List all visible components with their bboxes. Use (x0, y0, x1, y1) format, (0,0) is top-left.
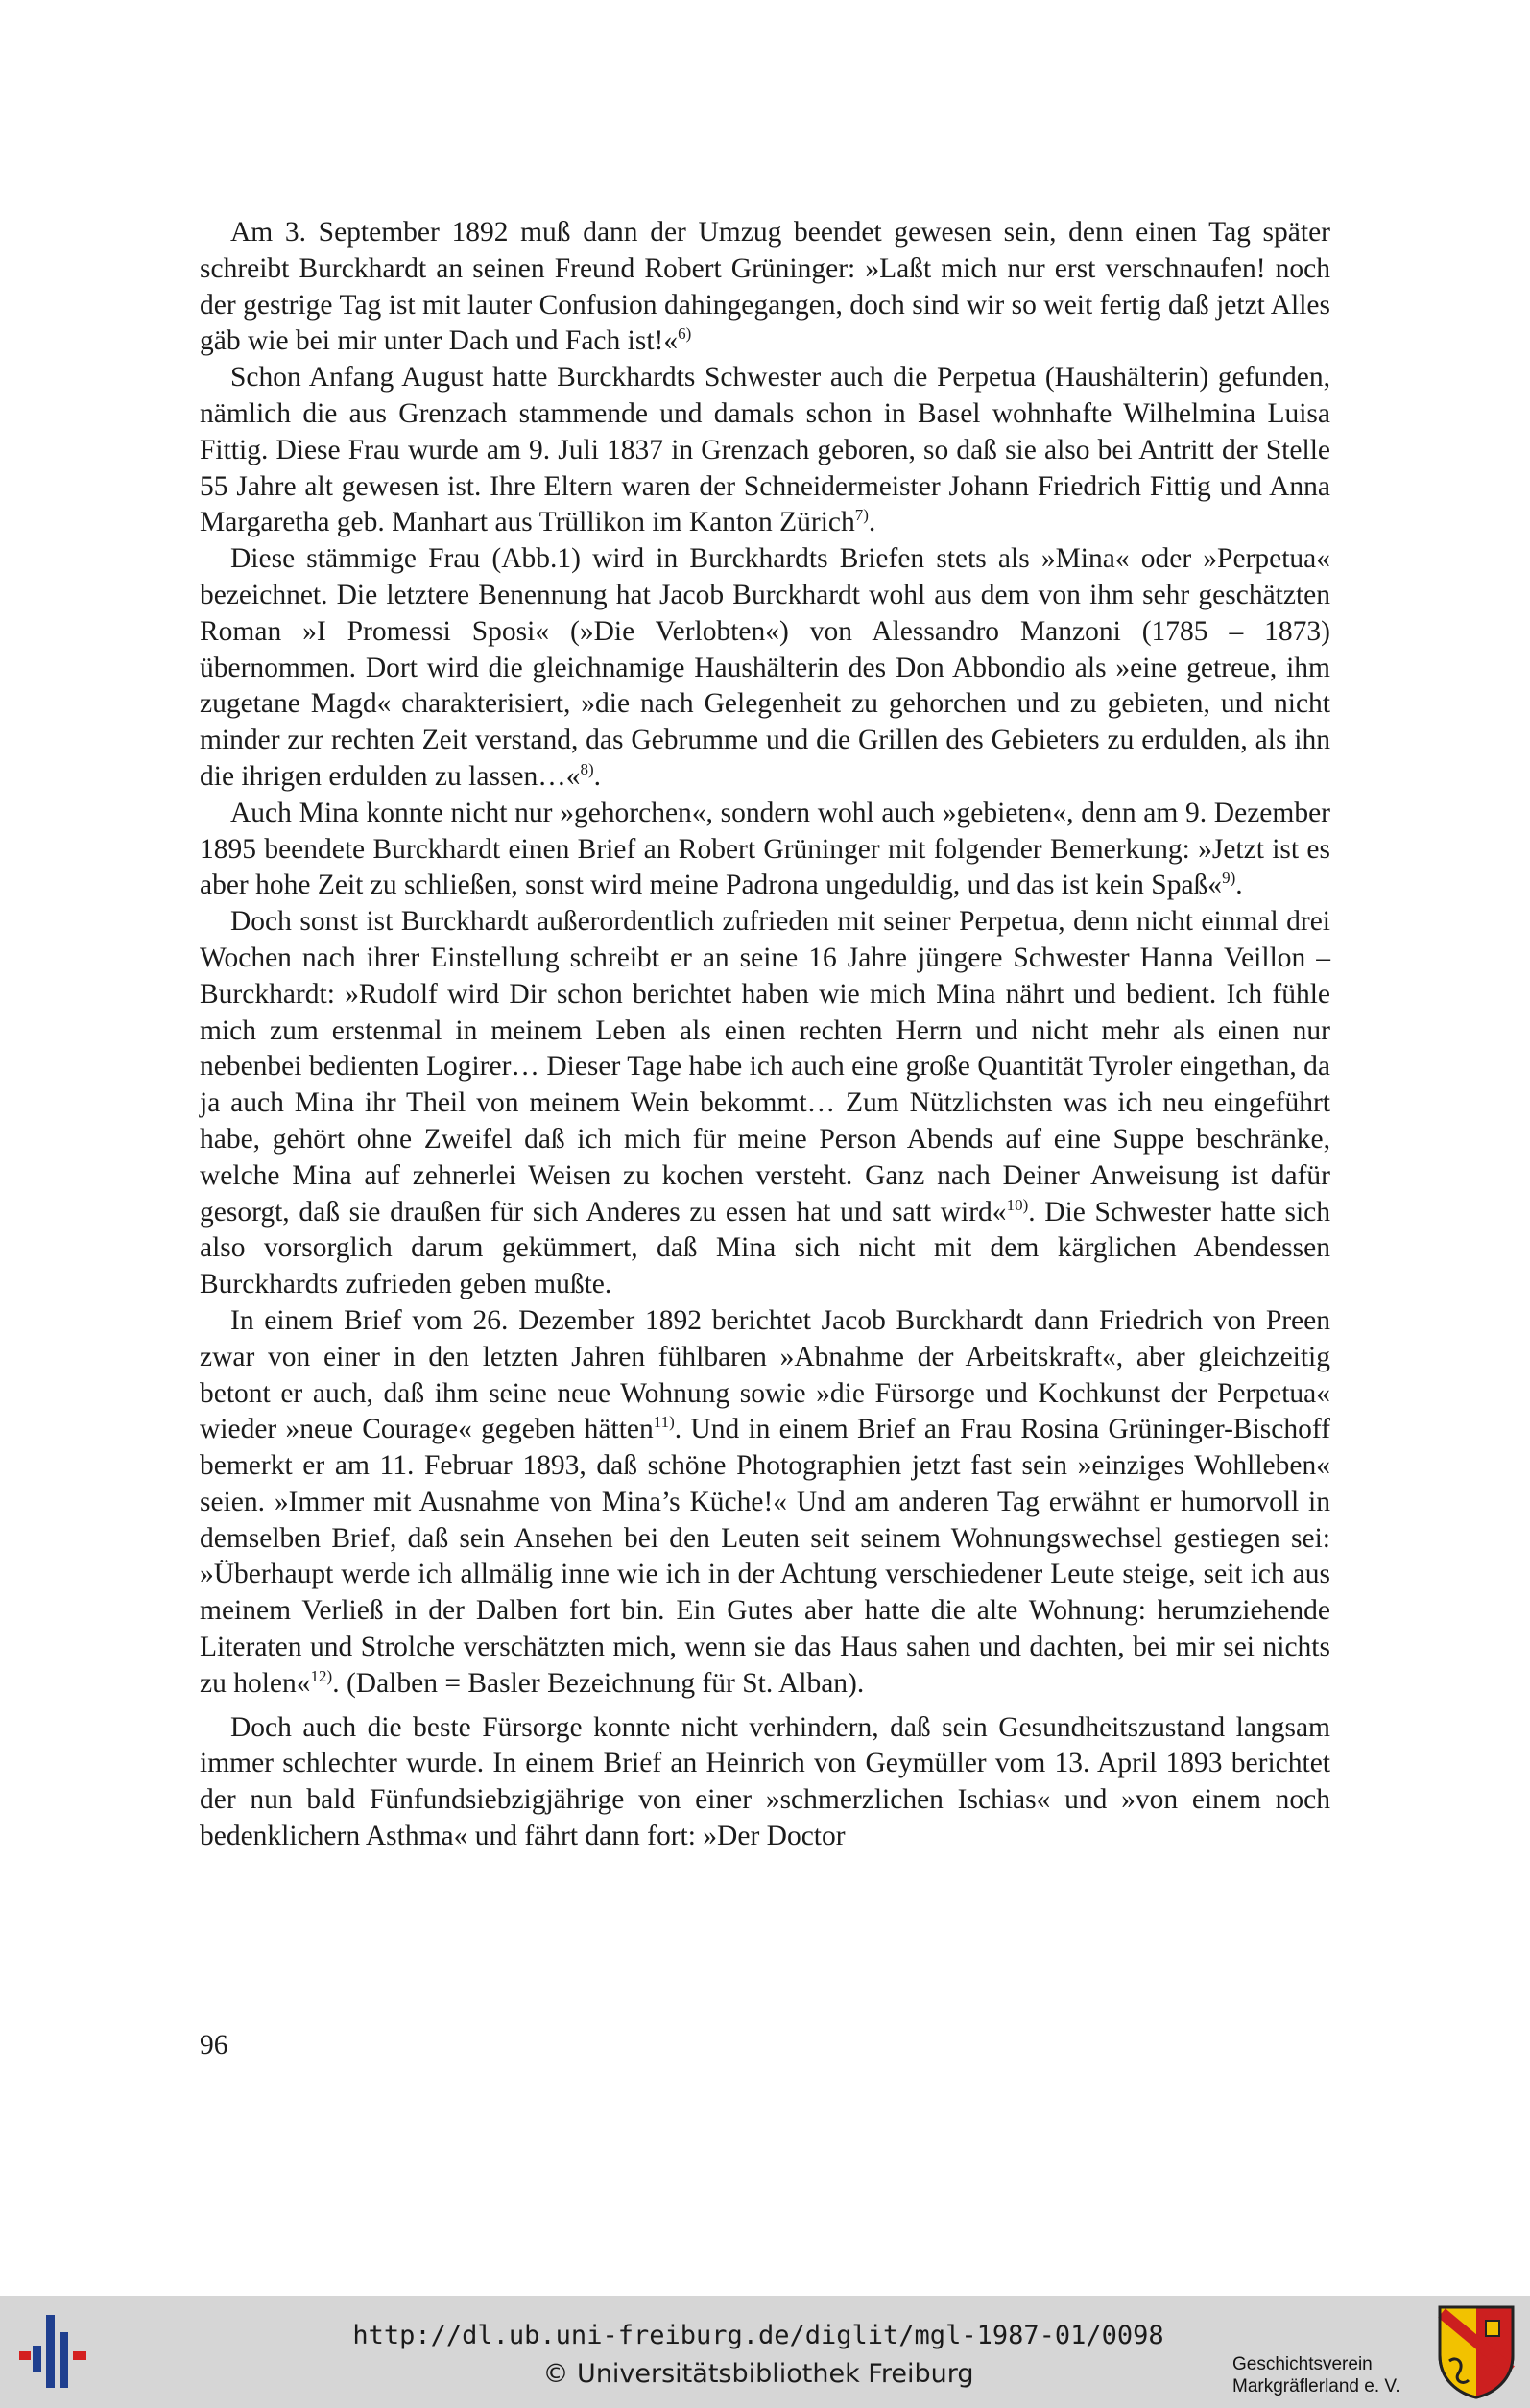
paragraph-3-tail: . (593, 760, 602, 792)
body-text (200, 215, 1330, 1855)
society-name-line-1: Geschichtsverein (1232, 2354, 1373, 2374)
society-name (1232, 2353, 1400, 2397)
ub-freiburg-logo-icon (17, 2309, 98, 2394)
paragraph-7 (200, 1710, 1330, 1855)
footnote-ref-8: 8) (580, 760, 594, 779)
paragraph-6-tail: . (Dalben = Basler Bezeichnung für St. Alban). (332, 1667, 865, 1699)
footnote-ref-12: 12) (310, 1667, 333, 1686)
paragraph-3-text: Diese stämmige Frau (Abb.1) wird in Burckhardts Briefen stets als »Mina« oder »Perpetua« bezeichnet. Die letztere Benennung hat Jacob Burckhardt wohl aus dem von ihm sehr geschätzten Roman »I Promessi Sposi« (»Die Verlobten«) von Alessandro Manzoni (1785 – 1873) übernommen. Dort wird die gleichnamige Haushälterin des Don Abbondio als »eine getreue, ihm zugetane Magd« charakterisiert, »die nach Gelegenheit zu gehorchen und zu gebieten, und nicht minder zur rechten Zeit verstand, das Gebrumme und die Grillen des Gebieters zu erdulden, als ihn die ihrigen erdulden zu lassen…« (200, 543, 1330, 792)
paragraph-5-tail: . Die Schwester hatte sich also vorsorglich darum gekümmert, daß Mina sich nicht mit dem kärglichen Abendessen Burckhardts zufrieden geben mußte. (200, 1196, 1330, 1300)
society-name-line-2: Markgräflerland e. V. (1232, 2376, 1400, 2396)
paragraph-4 (200, 796, 1330, 904)
viewer-footer (0, 2296, 1530, 2408)
footnote-ref-9: 9) (1222, 869, 1236, 888)
paragraph-1 (200, 215, 1330, 360)
permalink-url[interactable]: http://dl.ub.uni-freiburg.de/diglit/mgl-1987-01/0098 (352, 2321, 1164, 2350)
markgraeflerland-crest-icon (1436, 2303, 1517, 2399)
paragraph-1-text: Am 3. September 1892 muß dann der Umzug beendet gewesen sein, denn einen Tag später schreibt Burckhardt an seinen Freund Robert Grüninger: »Laßt mich nur erst verschnaufen! noch der gestrige Tag ist mit lauter Confusion dahingegangen, doch sind wir so weit fertig daß jetzt Alles gäb wie bei mir unter Dach und Fach ist!« (200, 217, 1330, 357)
footnote-ref-11: 11) (653, 1413, 675, 1432)
footer-citation (326, 2317, 1190, 2394)
footnote-ref-7: 7) (854, 506, 869, 525)
paragraph-2-tail: . (868, 507, 876, 538)
paragraph-7-text: Doch auch die beste Fürsorge konnte nicht verhindern, daß sein Gesundheitszustand langsam immer schlechter wurde. In einem Brief an Heinrich von Geymüller vom 13. April 1893 berichtet der nun bald Fünfundsiebzigjährige von einer »schmerzlichen Ischias« und »von einem noch bedenklichern Asthma« und fährt dann fort: »Der Doctor (200, 1711, 1330, 1852)
footnote-ref-10: 10) (1006, 1195, 1029, 1214)
paragraph-6 (200, 1303, 1330, 1703)
paragraph-4-tail: . (1235, 870, 1243, 901)
paragraph-2 (200, 360, 1330, 541)
paragraph-4-text: Auch Mina konnte nicht nur »gehorchen«, sondern wohl auch »gebieten«, denn am 9. Dezember 1895 beendete Burckhardt einen Brief an Robert Grüninger mit folgender Bemerkung: »Jetzt ist es aber hohe Zeit zu schließen, sonst wird meine Padrona ungeduldig, und das ist kein Spaß« (200, 797, 1330, 901)
paragraph-2-text: Schon Anfang August hatte Burckhardts Schwester auch die Perpetua (Haushälterin) gefunden, nämlich die aus Grenzach stammende und damals schon in Basel wohnhafte Wilhelmina Luisa Fittig. Diese Frau wurde am 9. Juli 1837 in Grenzach geboren, so daß sie also bei Antritt der Stelle 55 Jahre alt gewesen ist. Ihre Eltern waren der Schneidermeister Johann Friedrich Fittig und Anna Margaretha geb. Manhart aus Trüllikon im Kanton Zürich (200, 362, 1330, 538)
paragraph-5-text: Doch sonst ist Burckhardt außerordentlich zufrieden mit seiner Perpetua, denn nicht einmal drei Wochen nach ihrer Einstellung schreibt er an seine 16 Jahre jüngere Schwester Hanna Veillon – Burckhardt: »Rudolf wird Dir schon berichtet haben wie mich Mina nährt und bedient. Ich fühle mich zum erstenmal in meinem Leben als einen rechten Herrn und nicht mehr als einen nur nebenbei bedienten Logirer… Dieser Tage habe ich auch eine große Quantität Tyroler eingethan, da ja auch Mina ihr Theil von meinem Wein bekommt… Zum Nützlichsten was ich neu eingeführt habe, gehört ohne Zweifel daß ich mich für meine Person Abends auf eine Suppe beschränke, welche Mina auf zehnerlei Weisen zu kochen versteht. Ganz nach Deiner Anweisung ist dafür gesorgt, daß sie draußen für sich Anderes zu essen hat und satt wird« (200, 906, 1330, 1228)
paragraph-3 (200, 541, 1330, 796)
paragraph-6-text-continued: . Und in einem Brief an Frau Rosina Grüninger-Bischoff bemerkt er am 11. Februar 1893, daß schöne Photographien jetzt fast sein »einziges Wohlleben« seien. »Immer mit Ausnahme von Mina’s Küche!« Und am anderen Tag erwähnt er humorvoll in demselben Brief, daß sein Ansehen bei den Leuten seit seinem Wohnungswechsel gestiegen sei: »Überhaupt werde ich allmälig inne wie ich in der Achtung verschiedener Leute steige, seit ich aus meinem Verließ in der Dalben fort bin. Ein Gutes aber hatte die alte Wohnung: herumziehende Literaten und Strolche verschätzten mich, wenn sie das Haus sahen und dachten, bei mir sei nichts zu holen« (200, 1414, 1330, 1699)
footnote-ref-6: 6) (678, 324, 692, 344)
paragraph-5 (200, 904, 1330, 1303)
paragraph-6-text: In einem Brief vom 26. Dezember 1892 berichtet Jacob Burckhardt dann Friedrich von Preen zwar von einer in den letzten Jahren fühlbaren »Abnahme der Arbeitskraft«, aber gleichzeitig betont er auch, daß ihm seine neue Wohnung sowie »die Fürsorge und Kochkunst der Perpetua« wieder »neue Courage« gegeben hätten (200, 1304, 1330, 1445)
page-number: 96 (200, 2030, 228, 2061)
copyright-notice: © Universitätsbibliothek Freiburg (542, 2359, 974, 2389)
